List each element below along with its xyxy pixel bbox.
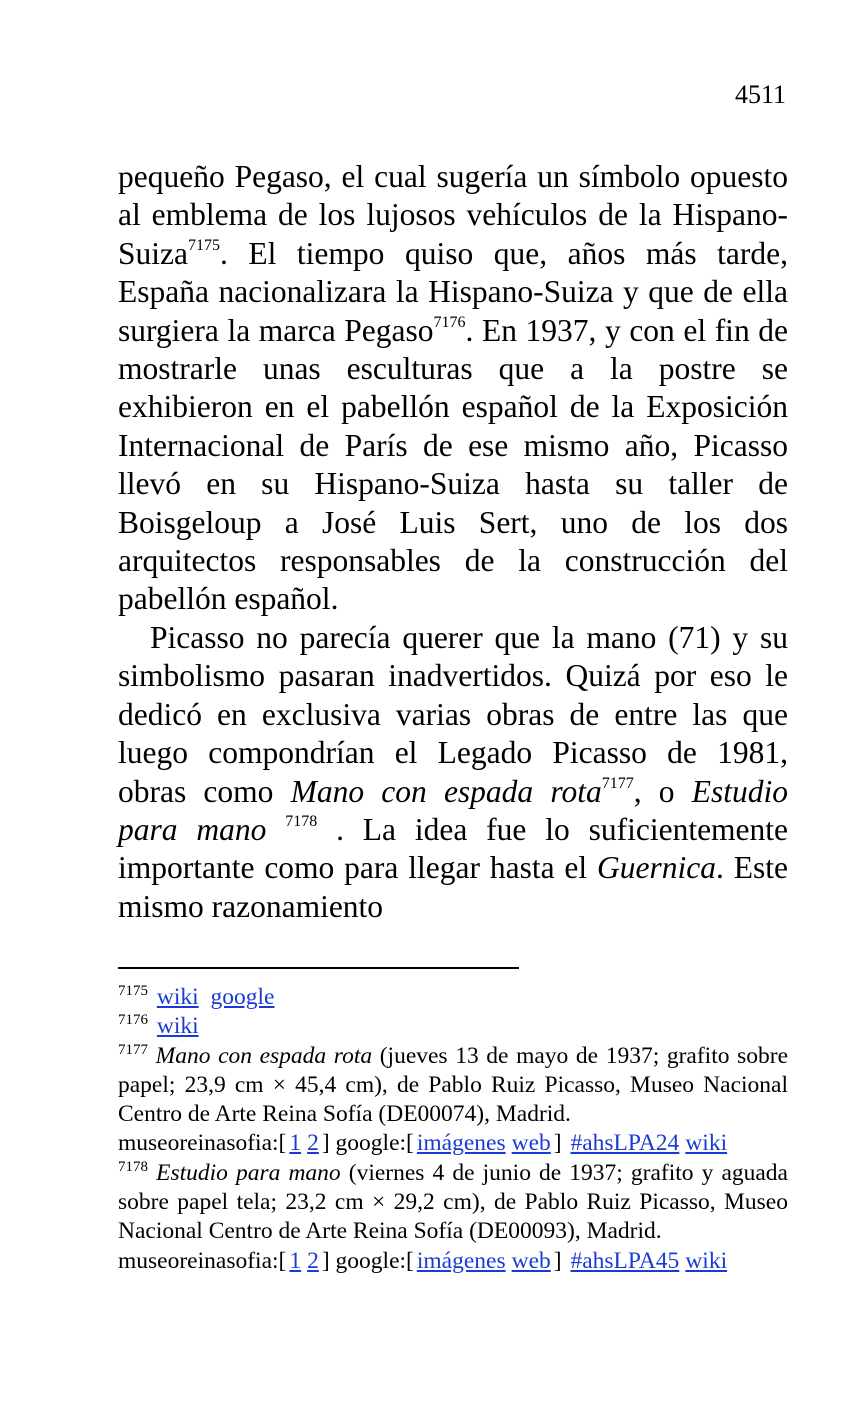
footnote-divider [118,967,519,969]
footnote-number: 7177 [118,1041,148,1058]
google-link[interactable]: google [210,984,275,1010]
footnote-7178-links [118,1247,788,1276]
footnote-ref-7176[interactable]: 7176 [433,314,466,332]
link-label: ] google:[ [321,1130,414,1157]
wiki-link[interactable]: wiki [685,1247,728,1274]
footnote-number: 7176 [118,1012,148,1029]
footnote-7177 [118,1042,788,1130]
footnote-ref-7177[interactable]: 7177 [601,775,634,792]
footnote-text: (viernes 4 de junio de 1937; grafito y aguada sobre papel tela; 23,2 cm × 29,2 cm), de Pablo Ruiz Picasso, Museo Nacional Centro de Arte Reina Sofía (DE00093), Madrid. [118,1159,788,1245]
page-number: 4511 [734,80,786,109]
text-span: . La idea fue lo suficientemente importante como para llegar hasta el [118,811,789,886]
main-text [118,158,788,926]
bracket: ] [553,1130,562,1157]
bracket: ] [553,1247,562,1274]
text-span: . En 1937, y con el fin de mostrarle unas esculturas que a la postre se exhibieron en el pabellón español de la Exposición Internacional de París de ese mismo año, Picasso llevó en su Hispano-Suiza hasta su taller de Boisgeloup a José Luis Sert, uno de los dos arquitectos responsables de la construcción del pabellón español. [118,312,788,617]
text-span: pequeño Pegaso, el cual sugería un símbolo opuesto al emblema de los lujosos vehículos de la Hispano-Suiza [118,159,788,271]
link-label: museoreinasofia:[ [118,1247,287,1274]
link-label: museoreinasofia:[ [118,1130,287,1157]
paragraph-2 [118,619,788,926]
google-images-link[interactable]: imágenes [416,1247,506,1274]
footnote-number: 7178 [118,1158,148,1175]
footnote-ref-7178[interactable]: 7178 [285,813,318,831]
footnote-text: (jueves 13 de mayo de 1937; grafito sobre papel; 23,9 cm × 45,4 cm), de Pablo Ruiz Picasso, Museo Nacional Centro de Arte Reina Sofía (DE00074), Madrid. [118,1042,789,1128]
museo-link-1[interactable]: 1 [289,1130,302,1157]
link-label: ] google:[ [321,1247,414,1274]
paragraph-1 [118,158,788,619]
footnotes [118,983,788,1276]
google-images-link[interactable]: imágenes [416,1130,506,1157]
hash-link[interactable]: #ahsLPA24 [570,1130,680,1157]
wiki-link[interactable]: wiki [156,984,199,1010]
google-web-link[interactable]: web [511,1247,551,1274]
hash-link[interactable]: #ahsLPA45 [570,1247,680,1274]
wiki-link[interactable]: wiki [156,1013,199,1040]
footnote-ref-7175[interactable]: 7175 [187,237,220,255]
footnote-number: 7175 [118,983,148,1000]
wiki-link[interactable]: wiki [685,1130,728,1157]
footnote-7177-links [118,1129,788,1158]
museo-link-2[interactable]: 2 [307,1130,319,1157]
artwork-title: Estudio para mano [118,773,788,847]
footnote-7176 [118,1012,788,1041]
artwork-title: Mano con espada rota [290,773,602,809]
footnote-title: Estudio para mano [156,1159,341,1186]
footnote-title: Mano con espada rota [155,1042,373,1069]
text-span: . Este mismo razonamiento [118,850,788,924]
museo-link-1[interactable]: 1 [289,1247,302,1274]
text-span: Picasso no parecía querer que la mano (71) y su simbolismo pasaran inadvertidos. Quizá por eso le dedicó en exclusiva varias obras de entre las que luego compondrían el Legado Picasso de 1981, obras como [118,619,788,809]
artwork-title: Guernica [597,850,717,886]
text-span: , o [633,773,692,809]
footnote-7178 [118,1159,788,1247]
museo-link-2[interactable]: 2 [307,1247,319,1274]
text-span: . El tiempo quiso que, años más tarde, España nacionalizara la Hispano-Suiza y que de ella surgiera la marca Pegaso [118,235,788,348]
footnote-7175 [118,983,788,1012]
google-web-link[interactable]: web [511,1130,551,1157]
